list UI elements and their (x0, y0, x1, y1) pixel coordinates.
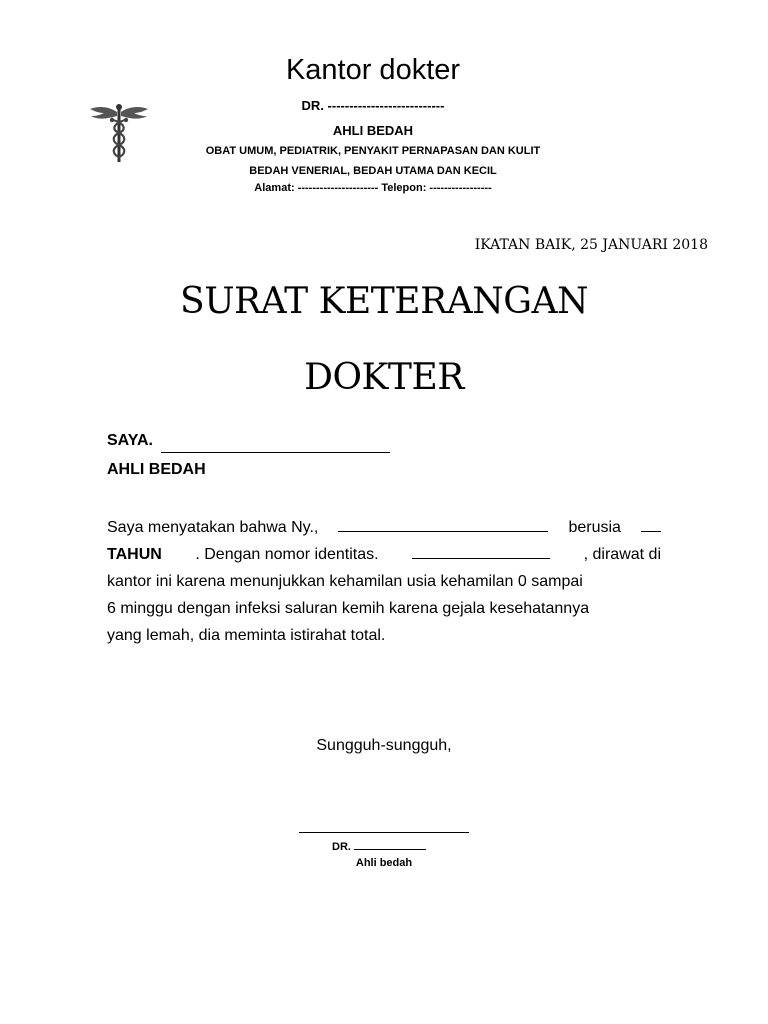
specialty-heading: AHLI BEDAH (332, 123, 414, 138)
patient-name-blank (338, 514, 548, 532)
doctor-name-line: DR. --------------------------- (301, 98, 445, 113)
date-line: IKATAN BAIK, 25 JANUARI 2018 (474, 237, 708, 253)
body-line-5: yang lemah, dia meminta istirahat total. (107, 627, 386, 644)
body-line-1 (107, 514, 661, 541)
body-text-treated: , dirawat di (583, 546, 661, 563)
body-line-4: 6 minggu dengan infeksi saluran kemih karena gejala kesehatannya (107, 600, 590, 617)
services-line-1: OBAT UMUM, PEDIATRIK, PENYAKIT PERNAPASAN DAN KULIT (205, 145, 541, 157)
age-blank (641, 514, 661, 532)
declarant-profession: AHLI BEDAH (107, 461, 206, 478)
body-text-age: berusia (568, 519, 621, 536)
declarant-name-blank (161, 452, 390, 453)
body-text-patient: Saya menyatakan bahwa Ny., (107, 519, 319, 536)
body-text-id: . Dengan nomor identitas. (195, 546, 379, 563)
address-phone-line: Alamat: ---------------------- Telepon: ----------------- (254, 182, 492, 194)
document-title: SURAT KETERANGAN (180, 281, 588, 322)
signature-doctor (332, 839, 426, 853)
signature-line (299, 832, 469, 833)
signature-dr-label: DR. (332, 841, 351, 853)
body-line-2 (107, 541, 661, 568)
id-number-blank (412, 541, 550, 559)
age-unit: TAHUN (107, 546, 162, 563)
office-title: Kantor dokter (285, 54, 461, 86)
body-line-3: kantor ini karena menunjukkan kehamilan usia kehamilan 0 sampai (107, 573, 583, 590)
services-line-2: BEDAH VENERIAL, BEDAH UTAMA DAN KECIL (249, 165, 497, 177)
signature-name-blank (354, 839, 426, 850)
signature-title: Ahli bedah (355, 857, 413, 869)
document-subtitle: DOKTER (304, 357, 464, 398)
closing-salutation: Sungguh-sungguh, (316, 737, 452, 754)
declarant-label: SAYA. (107, 432, 153, 449)
